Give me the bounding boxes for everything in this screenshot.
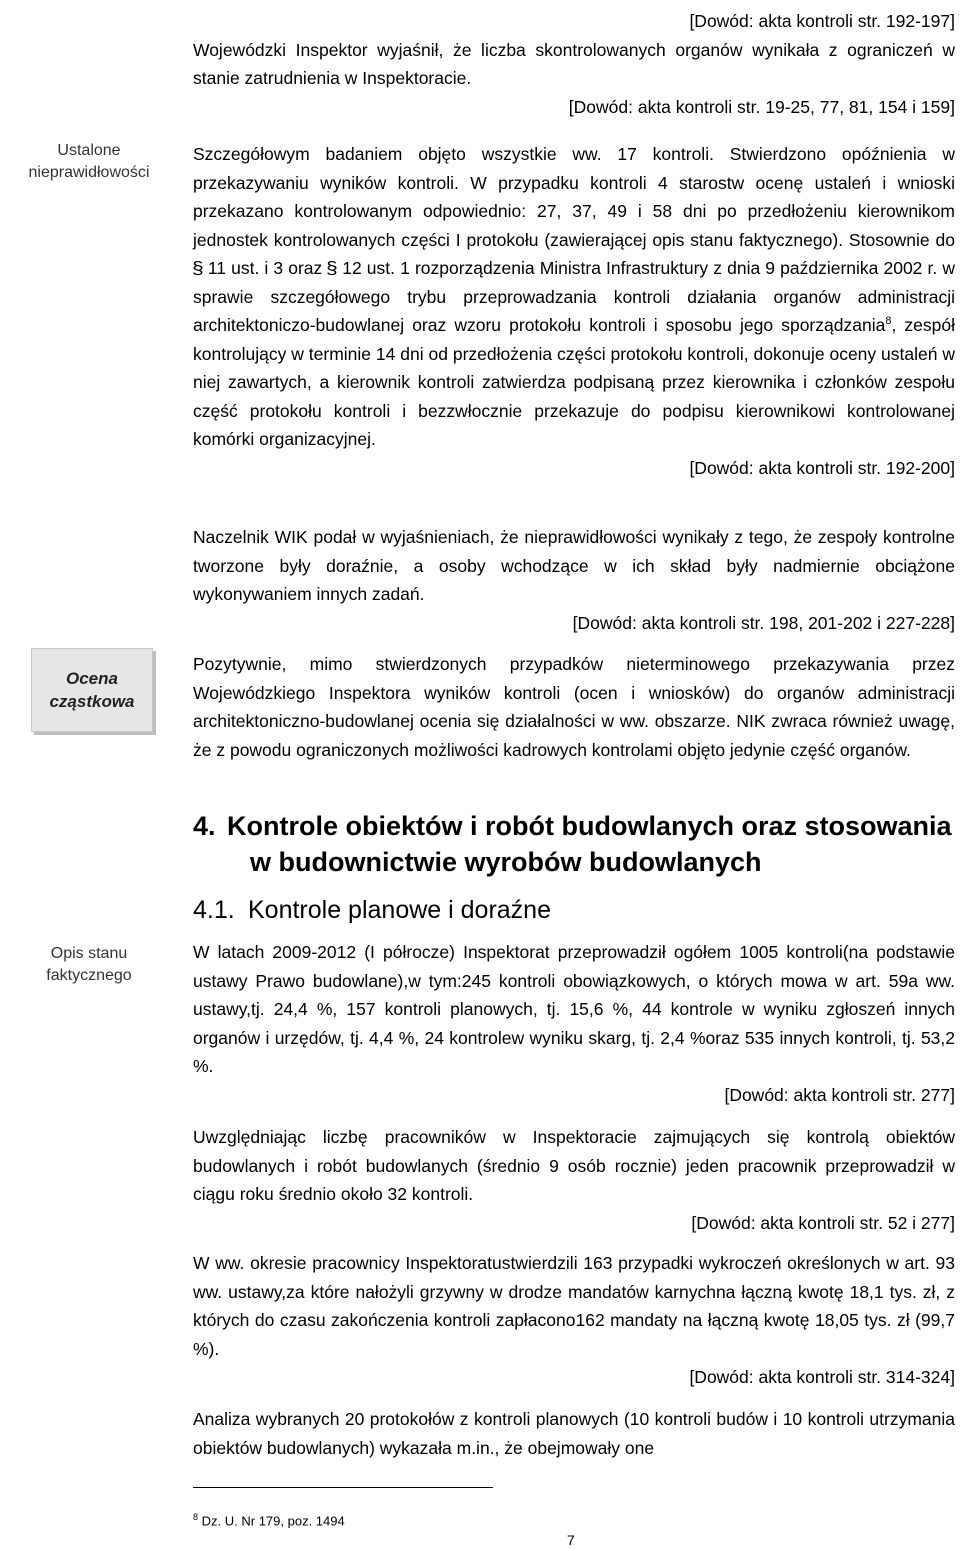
evidence-citation: [Dowód: akta kontroli str. 198, 201-202 i 227-228]	[572, 612, 955, 633]
paragraph-text: W ww. okresie pracownicy Inspektoratustwierdzili 163 przypadki wykroczeń określonych w art. 93 ww. ustawy,za które nałożyli grzywny w drodze mandatów karnychna łączną kwotę 18,1 tys. zł, z których do czasu zakończenia kontroli zapłacono162 mandaty na łączną kwotę 18,05 tys. zł (99,7 %).	[193, 1253, 955, 1359]
section-sign: §	[326, 258, 339, 278]
section-title-line2: w budownictwie wyrobów budowlanych	[250, 847, 762, 877]
paragraph-block-8	[193, 1405, 955, 1462]
section-sign: §	[192, 258, 204, 278]
footnote-reference: 8	[885, 315, 892, 328]
section-title-line1: Kontrole obiektów i robót budowlanych oraz stosowania	[227, 811, 952, 841]
subsection-number: 4.1.	[193, 896, 235, 924]
subsection-heading	[193, 893, 551, 927]
footnote-number: 8	[193, 1512, 199, 1522]
paragraph-block-7	[193, 1249, 955, 1392]
sidebar-label-opis: Opis stanu faktycznego	[46, 945, 132, 984]
sidebar-label-ocena: Ocena cząstkowa	[49, 669, 135, 711]
evidence-citation: [Dowód: akta kontroli str. 19-25, 77, 81, 154 i 159]	[568, 96, 955, 117]
paragraph-block-1	[193, 7, 955, 121]
footnote-text: Dz. U. Nr 179, poz. 1494	[201, 1513, 345, 1529]
section-heading	[193, 808, 958, 880]
section-number: 4.	[193, 811, 216, 841]
evidence-citation: [Dowód: akta kontroli str. 277]	[724, 1084, 955, 1105]
paragraph-text: Uwzględniając liczbę pracowników w Inspektoracie zajmujących się kontrolą obiektów budowlanych i robót budowlanych (średnio 9 osób rocznie) jeden pracownik przeprowadził w ciągu roku średnio około 32 kontroli.	[193, 1127, 955, 1204]
paragraph-block-5	[193, 938, 955, 1109]
paragraph-text: Szczegółowym badaniem objęto wszystkie ww. 17 kontroli. Stwierdzono opóźnienia w przekazywaniu wyników kontroli. W przypadku kontroli 4 starostw ocenę ustaleń i wnioski przekazano kontrolowanym odpowiednio: 27, 37, 49 i 58 dni po przedłożeniu kierownikom jednostek kontrolowanych części I protokołu (zawierającej opis stanu faktycznego). Stosownie do § 11 ust. i 3 oraz § 12 ust. 1 rozporządzenia Ministra Infrastruktury z dnia 9 października 2002 r. w sprawie szczegółowego trybu przeprowadzania kontroli działania organów administracji architektoniczo-budowlanej oraz wzoru protokołu kontroli i sposobu jego sporządzania$^8$, zespół kontrolujący w terminie 14 dni od przedłożenia części protokołu kontroli, dokonuje oceny ustaleń w niej zawartych, a kierownik kontroli zatwierdza podpisaną przez kierownika i członków zespołu część protokołu kontroli i bezzwłocznie przekazuje do podpisu kierownikowi kontrolowanej komórki organizacyjnej.	[192, 144, 955, 449]
paragraph-block-2	[193, 140, 955, 482]
paragraph-text: Pozytywnie, mimo stwierdzonych przypadków nieterminowego przekazywania przez Wojewódzkiego Inspektora wyników kontroli (ocen i wniosków) do organów administracji architektoniczno-budowlanej ocenia się działalności w ww. obszarze. NIK zwraca również uwagę, że z powodu ograniczonych możliwości kadrowych kontrolami objęto jedynie część organów.	[193, 654, 955, 760]
paragraph-block-3	[193, 523, 955, 637]
paragraph-block-6	[193, 1123, 955, 1237]
paragraph-text: Naczelnik WIK podał w wyjaśnieniach, że nieprawidłowości wynikały z tego, że zespoły kontrolne tworzone były doraźnie, a osoby wchodzące w ich skład były nadmiernie obciążone wykonywaniem innych zadań.	[193, 527, 955, 604]
page-number: 7	[567, 1532, 575, 1548]
evidence-citation: [Dowód: akta kontroli str. 192-197]	[689, 11, 955, 31]
evidence-citation: [Dowód: akta kontroli str. 52 i 277]	[691, 1212, 955, 1233]
paragraph-block-4	[193, 650, 955, 764]
sidebar-box-ocena	[31, 648, 153, 732]
sidebar-label-ustalone: Ustalone nieprawidłowości	[28, 142, 150, 181]
subsection-title: Kontrole planowe i doraźne	[248, 896, 551, 924]
paragraph-text: Wojewódzki Inspektor wyjaśnił, że liczba skontrolowanych organów wynikała z ograniczeń w stanie zatrudnienia w Inspektoracie.	[193, 39, 955, 88]
evidence-citation: [Dowód: akta kontroli str. 314-324]	[689, 1367, 955, 1387]
footnote	[193, 1508, 345, 1530]
paragraph-text: Analiza wybranych 20 protokołów z kontroli planowych (10 kontroli budów i 10 kontroli utrzymania obiektów budowlanych) wykazała m.in., że obejmowały one	[193, 1409, 955, 1458]
paragraph-text: W latach 2009-2012 (I półrocze) Inspektorat przeprowadził ogółem 1005 kontroli(na podstawie ustawy Prawo budowlane),w tym:245 kontroli obowiązkowych, o których mowa w art. 59a ww. ustawy,tj. 24,4 %, 157 kontroli planowych, tj. 15,6 %, 44 kontrole w wyniku zgłoszeń innych organów i urzędów, tj. 4,4 %, 24 kontrolew wyniku skarg, tj. 2,4 %oraz 535 innych kontroli, tj. 53,2 %.	[193, 942, 955, 1076]
footnote-divider	[193, 1487, 493, 1488]
evidence-citation: [Dowód: akta kontroli str. 192-200]	[689, 457, 955, 478]
